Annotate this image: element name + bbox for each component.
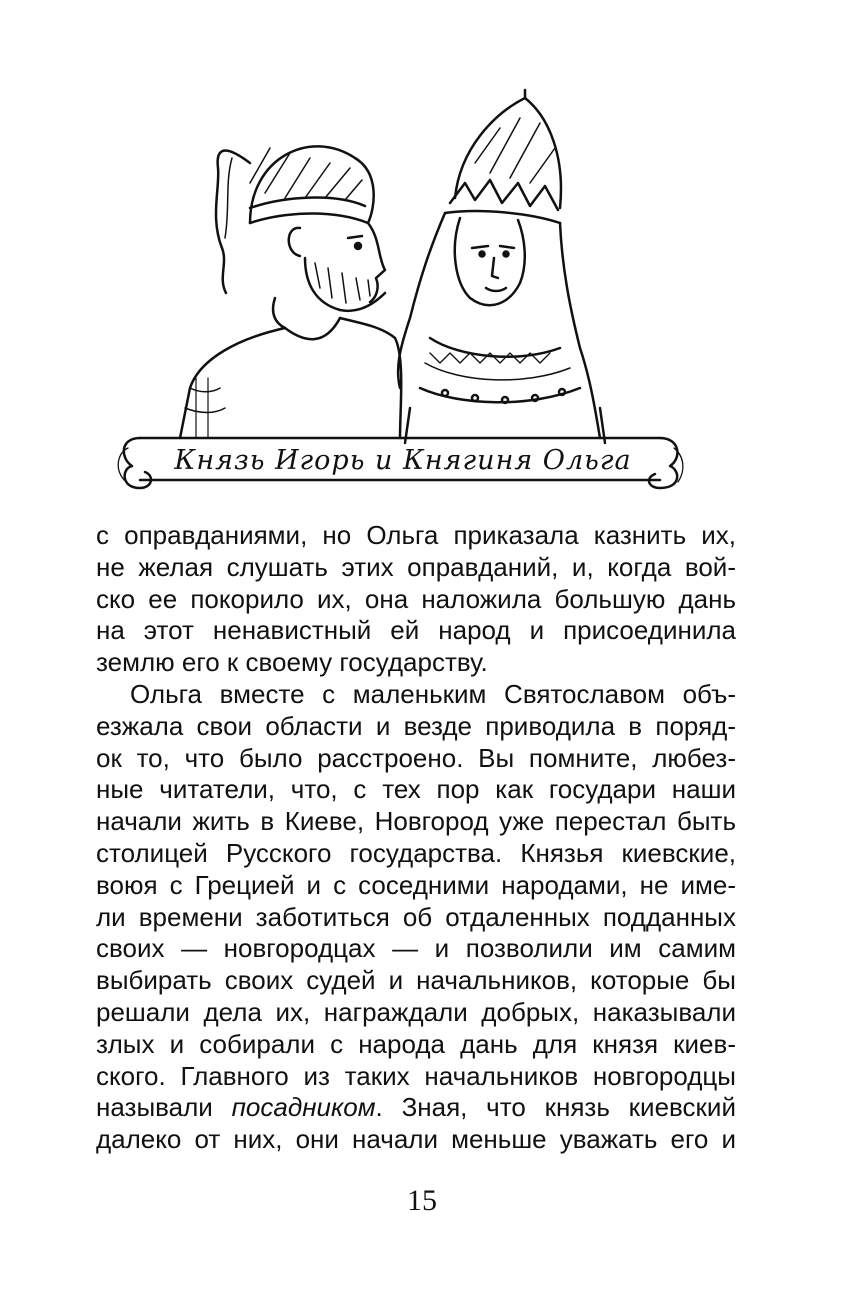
- italic-term: посадником: [231, 1092, 376, 1123]
- page-number: 15: [407, 1184, 437, 1217]
- text-line: не желая слушать этих оправданий, и, когда вой-: [96, 551, 736, 582]
- prince-and-princess-drawing: [100, 88, 700, 500]
- text-line: начали жить в Киеве, Новгород уже перестал быть: [96, 806, 736, 837]
- text-line: Ольга вместе с маленьким Святославом объ-: [130, 678, 736, 709]
- text-line: злых и собирали с народа дань для князя киев-: [96, 1028, 736, 1059]
- text-line: ли времени заботиться об отдаленных подданных: [96, 901, 736, 932]
- text-fragment: называли: [96, 1092, 232, 1123]
- text-fragment: . Зная, что князь киевский: [375, 1092, 736, 1123]
- text-line-with-italic: [96, 1092, 736, 1124]
- text-line: своих — новгородцах — и позволили им самим: [96, 933, 736, 964]
- text-line: ско ее покорило их, она наложила большую дань: [96, 583, 736, 614]
- illustration: [100, 88, 700, 500]
- illustration-caption: Князь Игорь и Княгиня Ольга: [174, 444, 632, 476]
- text-line: ского. Главного из таких начальников новгородцы: [96, 1060, 736, 1091]
- text-line: на этот ненавистный ей народ и присоединила: [96, 615, 736, 646]
- text-line: столицей Русского государства. Князья киевские,: [96, 837, 736, 868]
- text-line: землю его к своему государству.: [96, 647, 488, 678]
- text-line: решали дела их, награждали добрых, наказывали: [96, 996, 736, 1027]
- text-line: воюя с Грецией и с соседними народами, не име-: [96, 869, 736, 900]
- text-line: выбирать своих судей и начальников, которые бы: [96, 965, 736, 996]
- text-line: ок то, что было расстроено. Вы помните, любез-: [96, 742, 736, 773]
- text-line: езжала свои области и везде приводила в поряд-: [96, 710, 736, 741]
- text-line: ные читатели, что, с тех пор как государи наши: [96, 774, 736, 805]
- paragraph-2: [96, 679, 736, 1156]
- body-text: [96, 520, 736, 1156]
- paragraph-1: [96, 520, 736, 679]
- text-line: с оправданиями, но Ольга приказала казнить их,: [96, 520, 736, 550]
- text-line: далеко от них, они начали меньше уважать его и: [96, 1124, 736, 1155]
